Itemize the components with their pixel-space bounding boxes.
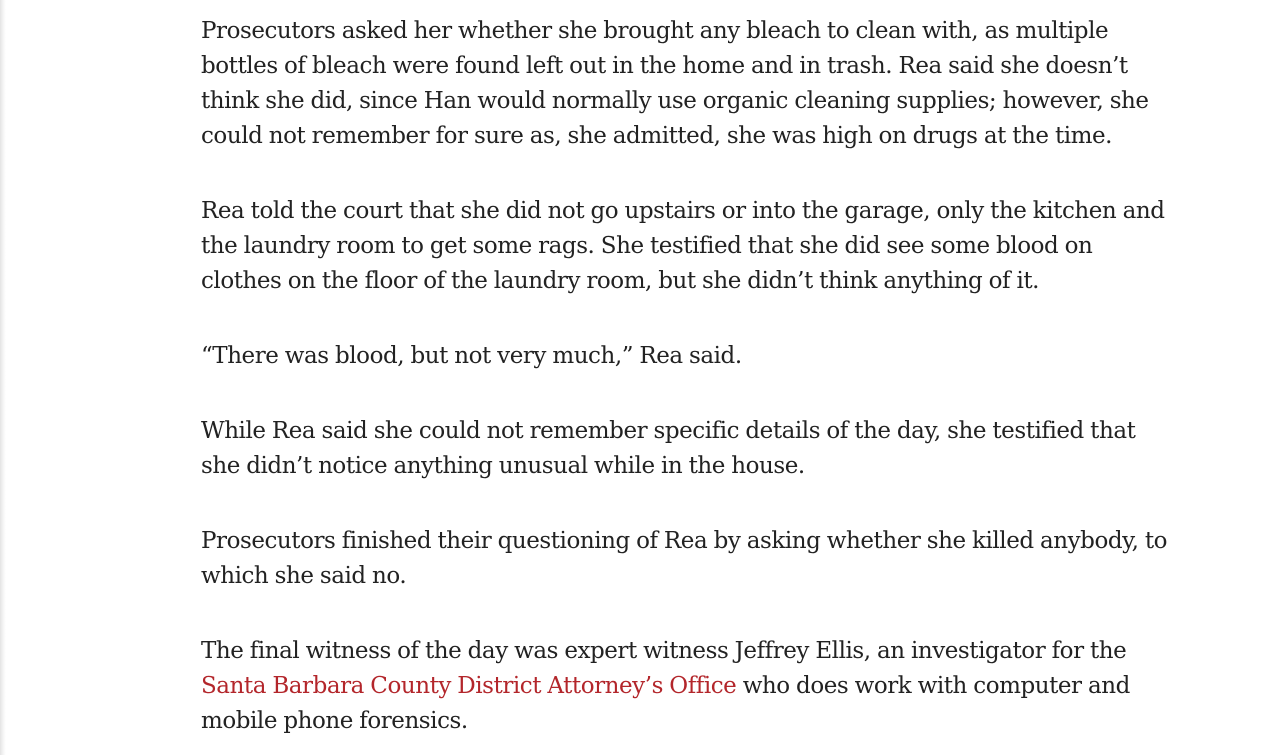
- paragraph-laundry-room: Rea told the court that she did not go upstairs or into the garage, only the kitchen and the laundry room to get some rags. She testified that she did see some blood on clothes on the floor of the laundry room, but she didn’t think anything of it.: [201, 198, 1165, 294]
- final-paragraph-text-after: who does work with computer and mobile phone forensics.: [201, 673, 1130, 734]
- da-office-link[interactable]: Santa Barbara County District Attorney’s Office: [201, 673, 737, 699]
- paragraph-final-witness: [201, 634, 1176, 739]
- paragraph-nothing-unusual: While Rea said she could not remember specific details of the day, she testified that she didn’t notice anything unusual while in the house.: [201, 418, 1136, 479]
- final-paragraph-text-before: The final witness of the day was expert witness Jeffrey Ellis, an investigator for the: [201, 638, 1127, 664]
- paragraph-quote: “There was blood, but not very much,” Rea said.: [201, 343, 742, 369]
- page-left-edge: [0, 0, 6, 755]
- paragraph-bleach: Prosecutors asked her whether she brought any bleach to clean with, as multiple bottles of bleach were found left out in the home and in trash. Rea said she doesn’t think she did, since Han would normally use organic cleaning supplies; however, she could not remember for sure as, she admitted, she was high on drugs at the time.: [201, 18, 1149, 149]
- article-body: [201, 14, 1176, 755]
- paragraph-questioning-finished: Prosecutors finished their questioning of Rea by asking whether she killed anybody, to which she said no.: [201, 528, 1168, 589]
